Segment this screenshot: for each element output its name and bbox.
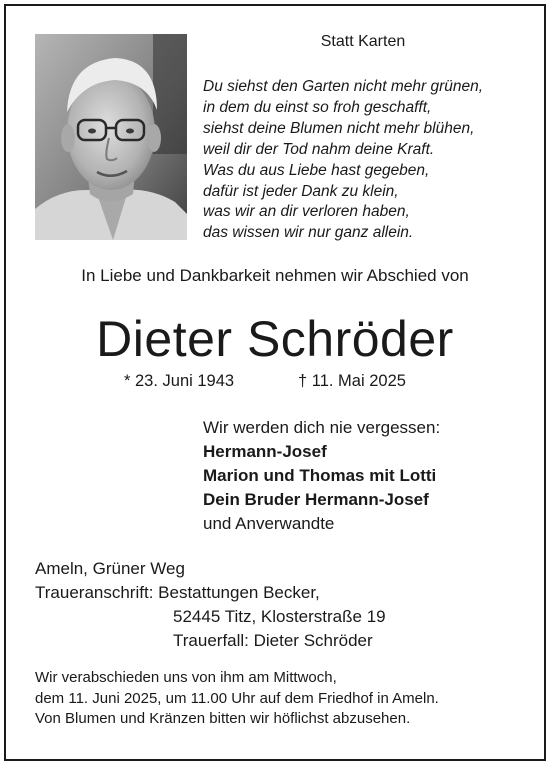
- mourners-block: [203, 416, 440, 536]
- mourners-lead: Wir werden dich nie vergessen:: [203, 418, 441, 437]
- funeral-home: Bestattungen Becker,: [158, 583, 320, 602]
- mourner-name: Marion und Thomas mit Lotti: [203, 466, 437, 485]
- poem: [203, 77, 523, 244]
- poem-line: was wir an dir verloren haben,: [203, 203, 410, 221]
- mourner-name: Dein Bruder Hermann-Josef: [203, 490, 429, 509]
- poem-line: weil dir der Tod nahm deine Kraft.: [203, 140, 435, 158]
- funeral-notice: [35, 668, 439, 730]
- poem-line: in dem du einst so froh geschafft,: [203, 98, 432, 116]
- farewell-intro: In Liebe und Dankbarkeit nehmen wir Abschied von: [81, 266, 469, 285]
- address-block: [35, 557, 386, 653]
- deceased-name: Dieter Schröder: [96, 311, 454, 367]
- death-date: † 11. Mai 2025: [298, 372, 406, 390]
- birth-date: * 23. Juni 1943: [124, 372, 235, 390]
- location-line: Ameln, Grüner Weg: [35, 559, 185, 578]
- notice-line: Wir verabschieden uns von ihm am Mittwoch,: [35, 669, 337, 686]
- traueranschrift-line: [35, 581, 386, 605]
- portrait-photo: [35, 34, 187, 240]
- statt-karten-heading: Statt Karten: [320, 33, 406, 50]
- case-reference: Trauerfall: Dieter Schröder: [173, 631, 373, 650]
- notice-line: Von Blumen und Kränzen bitten wir höflichst abzusehen.: [35, 710, 411, 727]
- poem-line: Was du aus Liebe hast gegeben,: [203, 161, 430, 179]
- poem-line: dafür ist jeder Dank zu klein,: [203, 182, 399, 200]
- poem-line: Du siehst den Garten nicht mehr grünen,: [203, 78, 484, 95]
- poem-line: das wissen wir nur ganz allein.: [203, 224, 414, 242]
- mourners-closing: und Anverwandte: [203, 514, 335, 533]
- funeral-home-address: 52445 Titz, Klosterstraße 19: [173, 607, 386, 626]
- portrait-image: [35, 34, 187, 240]
- mourner-name: Hermann-Josef: [203, 442, 327, 461]
- notice-line: dem 11. Juni 2025, um 11.00 Uhr auf dem Friedhof in Ameln.: [35, 689, 439, 707]
- poem-line: siehst deine Blumen nicht mehr blühen,: [203, 119, 475, 137]
- traueranschrift-label: Traueranschrift:: [35, 583, 154, 602]
